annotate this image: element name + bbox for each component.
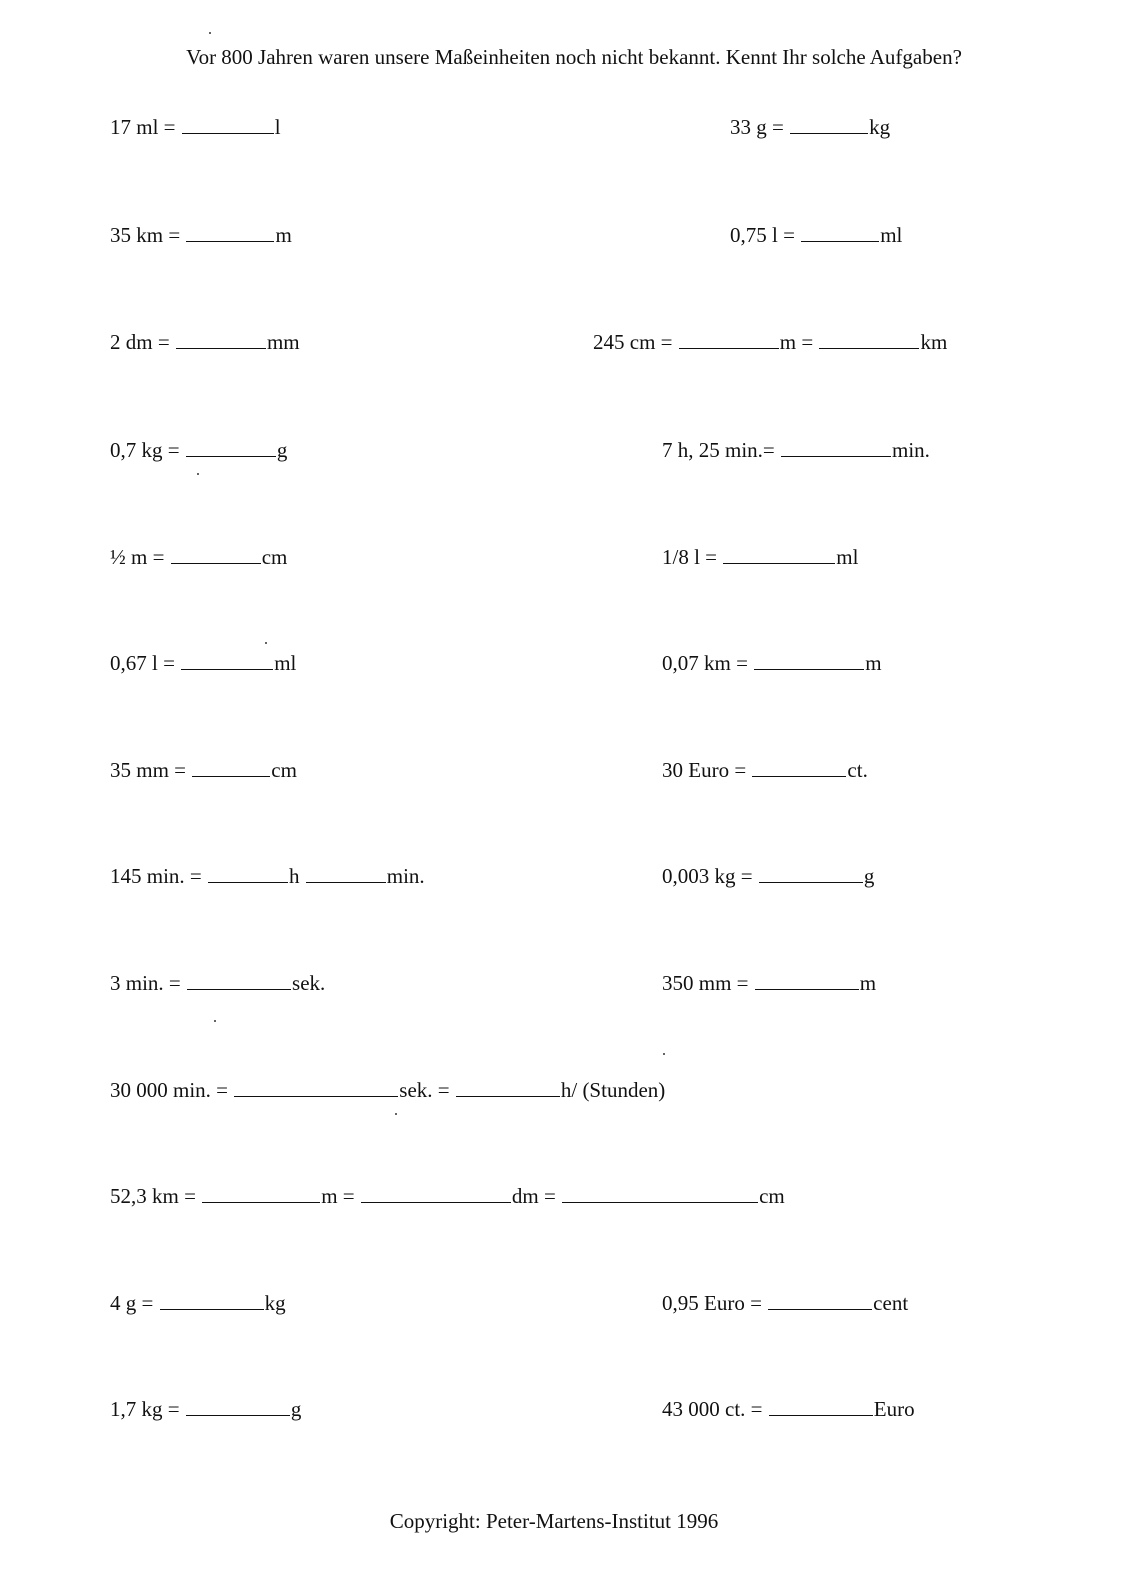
answer-blank[interactable] — [801, 225, 879, 242]
scan-speck — [663, 1053, 665, 1055]
answer-blank[interactable] — [769, 1399, 873, 1416]
answer-blank[interactable] — [176, 332, 266, 349]
answer-blank[interactable] — [234, 1080, 398, 1097]
task-unit: ml — [274, 651, 297, 675]
answer-blank[interactable] — [306, 866, 386, 883]
answer-blank[interactable] — [790, 117, 868, 134]
task-0003kg — [662, 863, 874, 889]
task-43000ct — [662, 1396, 915, 1422]
task-unit: cm — [759, 1184, 785, 1208]
task-question: 0,75 l = — [730, 223, 795, 247]
task-question: 245 cm = — [593, 330, 673, 354]
answer-blank[interactable] — [752, 760, 846, 777]
scan-speck — [197, 473, 199, 475]
task-unit: mm — [266, 330, 300, 354]
answer-blank[interactable] — [182, 117, 274, 134]
task-unit: Euro — [873, 1397, 915, 1421]
task-350mm — [662, 970, 876, 996]
scan-speck — [265, 642, 267, 644]
answer-blank[interactable] — [456, 1080, 560, 1097]
task-question: 33 g = — [730, 115, 784, 139]
task-unit: dm = — [511, 1184, 556, 1208]
task-unit: m — [859, 971, 877, 995]
task-35mm — [110, 757, 297, 783]
answer-blank[interactable] — [186, 440, 276, 457]
task-question: 30 Euro = — [662, 758, 747, 782]
task-question: 2 dm = — [110, 330, 170, 354]
task-30euro — [662, 757, 868, 783]
task-unit: ml — [880, 223, 903, 247]
task-095euro — [662, 1290, 908, 1316]
answer-blank[interactable] — [755, 973, 859, 990]
task-7h25min — [662, 437, 930, 463]
task-question: 3 min. = — [110, 971, 181, 995]
task-075l — [730, 222, 902, 248]
task-question: 7 h, 25 min.= — [662, 438, 775, 462]
task-007km — [662, 650, 882, 676]
answer-blank[interactable] — [562, 1186, 758, 1203]
task-unit: g — [863, 864, 875, 888]
task-unit: l — [274, 115, 281, 139]
task-question: ½ m = — [110, 545, 165, 569]
task-question: 0,67 l = — [110, 651, 175, 675]
task-unit: m — [275, 223, 292, 247]
task-unit: ct. — [847, 758, 868, 782]
task-unit: cm — [271, 758, 297, 782]
task-unit: g — [276, 438, 288, 462]
task-unit: sek. — [292, 971, 326, 995]
task-question: 35 mm = — [110, 758, 187, 782]
answer-blank[interactable] — [819, 332, 919, 349]
answer-blank[interactable] — [768, 1293, 872, 1310]
task-unit: ml — [836, 545, 859, 569]
task-unit: g — [290, 1397, 302, 1421]
answer-blank[interactable] — [208, 866, 288, 883]
task-question: 1,7 kg = — [110, 1397, 180, 1421]
answer-blank[interactable] — [202, 1186, 320, 1203]
answer-blank[interactable] — [754, 653, 864, 670]
task-unit: cm — [261, 545, 288, 569]
task-question: 0,95 Euro = — [662, 1291, 762, 1315]
answer-blank[interactable] — [192, 760, 270, 777]
task-unit: h — [289, 864, 300, 888]
task-unit: h/ (Stunden) — [560, 1078, 666, 1102]
task-question: 35 km = — [110, 223, 181, 247]
task-question: 52,3 km = — [110, 1184, 196, 1208]
task-4g — [110, 1290, 286, 1316]
task-523km — [110, 1183, 785, 1209]
task-245cm — [593, 329, 947, 355]
task-067l — [110, 650, 296, 676]
task-3min — [110, 970, 325, 996]
scan-speck — [214, 1020, 216, 1022]
answer-blank[interactable] — [679, 332, 779, 349]
task-unit: kg — [869, 115, 891, 139]
task-question: 43 000 ct. = — [662, 1397, 763, 1421]
task-145min — [110, 863, 425, 889]
task-unit: km — [920, 330, 948, 354]
answer-blank[interactable] — [186, 1399, 290, 1416]
task-question: 17 ml = — [110, 115, 176, 139]
answer-blank[interactable] — [181, 653, 273, 670]
task-question: 0,07 km = — [662, 651, 748, 675]
task-1-8l — [662, 544, 858, 570]
task-unit: kg — [264, 1291, 286, 1315]
task-unit: cent — [873, 1291, 909, 1315]
task-question: 4 g = — [110, 1291, 154, 1315]
task-30000min — [110, 1077, 665, 1103]
answer-blank[interactable] — [759, 866, 863, 883]
copyright-footer: Copyright: Peter-Martens-Institut 1996 — [389, 1509, 719, 1533]
task-question: 0,7 kg = — [110, 438, 180, 462]
task-question: 0,003 kg = — [662, 864, 753, 888]
answer-blank[interactable] — [781, 440, 891, 457]
answer-blank[interactable] — [723, 547, 835, 564]
task-17kg — [110, 1396, 301, 1422]
task-17ml — [110, 114, 281, 140]
scan-speck — [209, 32, 211, 34]
task-2dm — [110, 329, 300, 355]
task-33g — [730, 114, 890, 140]
task-unit: m = — [321, 1184, 355, 1208]
task-question: 145 min. = — [110, 864, 202, 888]
task-unit: sek. = — [399, 1078, 450, 1102]
task-07kg — [110, 437, 287, 463]
answer-blank[interactable] — [186, 225, 274, 242]
answer-blank[interactable] — [361, 1186, 511, 1203]
task-question: 350 mm = — [662, 971, 749, 995]
task-question: 30 000 min. = — [110, 1078, 229, 1102]
scan-speck — [395, 1113, 397, 1115]
task-half-m — [110, 544, 287, 570]
task-unit: m = — [779, 330, 814, 354]
task-unit: min. — [892, 438, 930, 462]
task-unit: m — [865, 651, 882, 675]
worksheet-title: Vor 800 Jahren waren unsere Maßeinheiten noch nicht bekannt. Kennt Ihr solche Aufgaben? — [186, 45, 962, 69]
task-35km — [110, 222, 292, 248]
answer-blank[interactable] — [171, 547, 261, 564]
answer-blank[interactable] — [160, 1293, 264, 1310]
answer-blank[interactable] — [187, 973, 291, 990]
task-unit: min. — [386, 864, 425, 888]
task-question: 1/8 l = — [662, 545, 718, 569]
